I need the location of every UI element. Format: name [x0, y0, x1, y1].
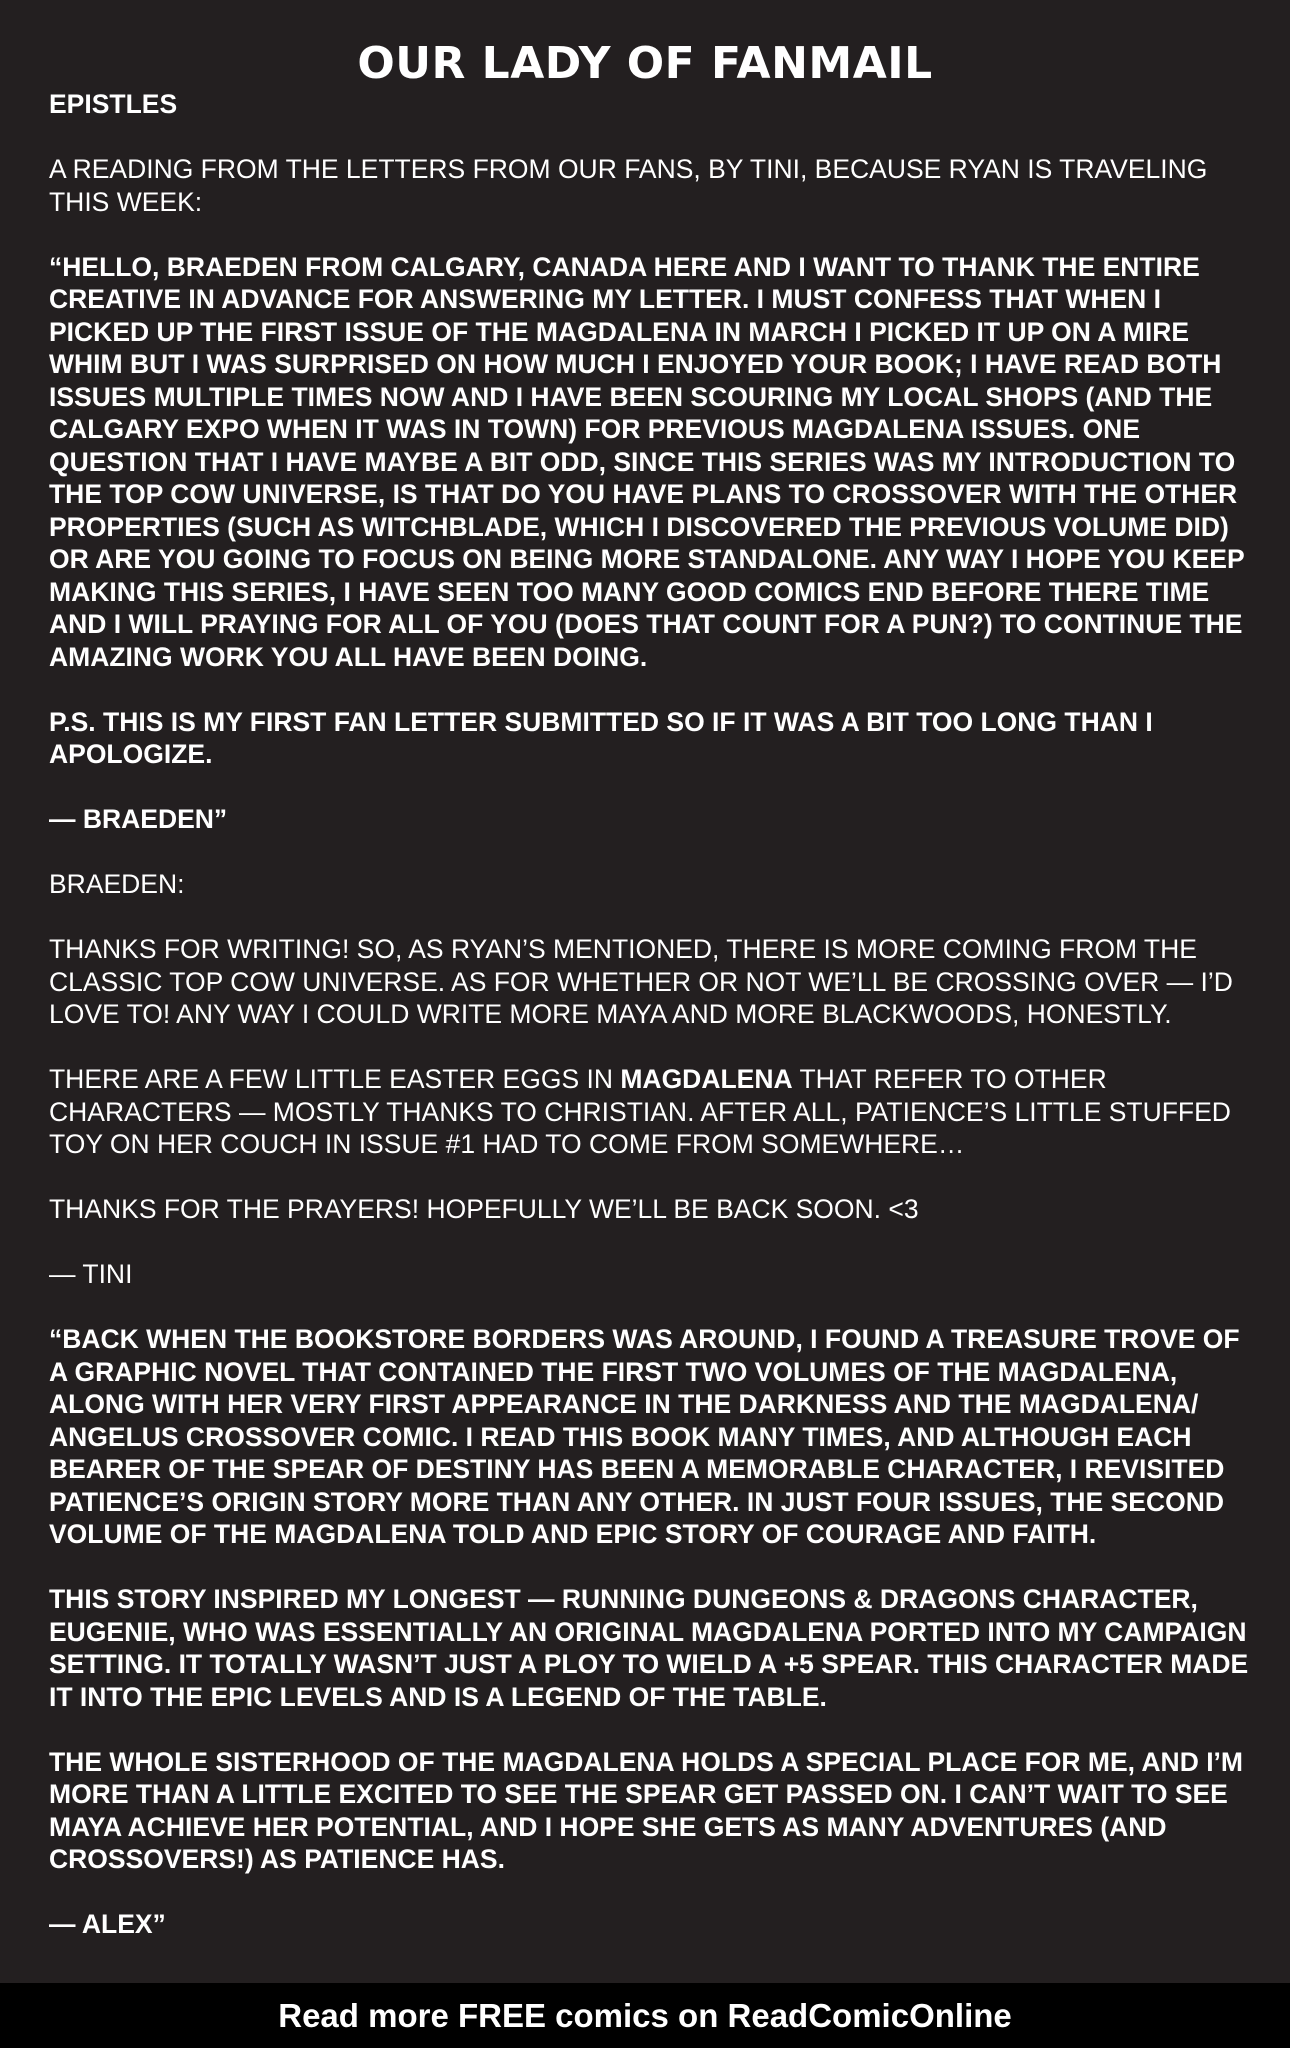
- reply-paragraph-3: THANKS FOR THE PRAYERS! HOPEFULLY WE’LL BE BACK SOON. <3: [49, 1194, 919, 1224]
- letter-alex-paragraph-1: “BACK WHEN THE BOOKSTORE BORDERS WAS AROUND, I FOUND A TREASURE TROVE OF A GRAPHIC NOVEL THAT CONTAINED THE FIRST TWO VOLUMES OF THE MAGDALENA, ALONG WITH HER VERY FIRST APPEARANCE IN THE DARKNESS AND THE MAGDALENA/ ANGELUS CROSSOVER COMIC. I READ THIS BOOK MANY TIMES, AND ALTHOUGH EACH BEARER OF THE SPEAR OF DESTINY HAS BEEN A MEMORABLE CHARACTER, I REVISITED PATIENCE’S ORIGIN STORY MORE THAN ANY OTHER. IN JUST FOUR ISSUES, THE SECOND VOLUME OF THE MAGDALENA TOLD AND EPIC STORY OF COURAGE AND FAITH.: [49, 1324, 1240, 1549]
- reply-signature: — TINI: [49, 1259, 133, 1289]
- reply-paragraph-1: THANKS FOR WRITING! SO, AS RYAN’S MENTIONED, THERE IS MORE COMING FROM THE CLASSIC TOP COW UNIVERSE. AS FOR WHETHER OR NOT WE’LL BE CROSSING OVER — I’D LOVE TO! ANY WAY I COULD WRITE MORE MAYA AND MORE BLACKWOODS, HONESTLY.: [49, 934, 1233, 1029]
- reply-salutation: BRAEDEN:: [49, 869, 185, 899]
- letter-alex-signature: — ALEX”: [49, 1909, 166, 1939]
- letter-braeden-body: “HELLO, BRAEDEN FROM CALGARY, CANADA HERE AND I WANT TO THANK THE ENTIRE CREATIVE IN ADVANCE FOR ANSWERING MY LETTER. I MUST CONFESS THAT WHEN I PICKED UP THE FIRST ISSUE OF THE MAGDALENA IN MARCH I PICKED IT UP ON A MIRE WHIM BUT I WAS SURPRISED ON HOW MUCH I ENJOYED YOUR BOOK; I HAVE READ BOTH ISSUES MULTIPLE TIMES NOW AND I HAVE BEEN SCOURING MY LOCAL SHOPS (AND THE CALGARY EXPO WHEN IT WAS IN TOWN) FOR PREVIOUS MAGDALENA ISSUES. ONE QUESTION THAT I HAVE MAYBE A BIT ODD, SINCE THIS SERIES WAS MY INTRODUCTION TO THE TOP COW UNIVERSE, IS THAT DO YOU HAVE PLANS TO CROSSOVER WITH THE OTHER PROPERTIES (SUCH AS WITCHBLADE, WHICH I DISCOVERED THE PREVIOUS VOLUME DID) OR ARE YOU GOING TO FOCUS ON BEING MORE STANDALONE. ANY WAY I HOPE YOU KEEP MAKING THIS SERIES, I HAVE SEEN TOO MANY GOOD COMICS END BEFORE THERE TIME AND I WILL PRAYING FOR ALL OF YOU (DOES THAT COUNT FOR A PUN?) TO CONTINUE THE AMAZING WORK YOU ALL HAVE BEEN DOING.: [49, 251, 1245, 672]
- letter-braeden-signature: — BRAEDEN”: [49, 804, 228, 834]
- letter-alex-paragraph-3: THE WHOLE SISTERHOOD OF THE MAGDALENA HOLDS A SPECIAL PLACE FOR ME, AND I’M MORE THAN A LITTLE EXCITED TO SEE THE SPEAR GET PASSED ON. I CAN’T WAIT TO SEE MAYA ACHIEVE HER POTENTIAL, AND I HOPE SHE GETS AS MANY ADVENTURES (AND CROSSOVERS!) AS PATIENCE HAS.: [49, 1746, 1243, 1874]
- reply-paragraph-2-start: THERE ARE A FEW LITTLE EASTER EGGS IN: [49, 1064, 621, 1094]
- intro-paragraph: A READING FROM THE LETTERS FROM OUR FANS, BY TINI, BECAUSE RYAN IS TRAVELING THIS WEEK:: [49, 154, 1208, 217]
- footer-banner[interactable]: Read more FREE comics on ReadComicOnline: [0, 1983, 1290, 2048]
- letters-column: [49, 88, 1249, 1973]
- section-label: EPISTLES: [49, 89, 178, 119]
- reply-paragraph-2-end: THAT REFER TO OTHER CHARACTERS — MOSTLY THANKS TO CHRISTIAN. AFTER ALL, PATIENCE’S LITTLE STUFFED TOY ON HER COUCH IN ISSUE #1 HAD TO COME FROM SOMEWHERE…: [49, 1064, 1231, 1159]
- letter-alex-paragraph-2: THIS STORY INSPIRED MY LONGEST — RUNNING DUNGEONS & DRAGONS CHARACTER, EUGENIE, WHO WAS ESSENTIALLY AN ORIGINAL MAGDALENA PORTED INTO MY CAMPAIGN SETTING. IT TOTALLY WASN’T JUST A PLOY TO WIELD A +5 SPEAR. THIS CHARACTER MADE IT INTO THE EPIC LEVELS AND IS A LEGEND OF THE TABLE.: [49, 1584, 1249, 1712]
- page-title: OUR LADY OF FANMAIL: [357, 38, 933, 89]
- book-title-emphasis: MAGDALENA: [620, 1064, 793, 1094]
- letter-braeden-ps: P.S. THIS IS MY FIRST FAN LETTER SUBMITTED SO IF IT WAS A BIT TOO LONG THAN I APOLOGIZE.: [49, 706, 1153, 769]
- reply-paragraph-2: [49, 1063, 1249, 1161]
